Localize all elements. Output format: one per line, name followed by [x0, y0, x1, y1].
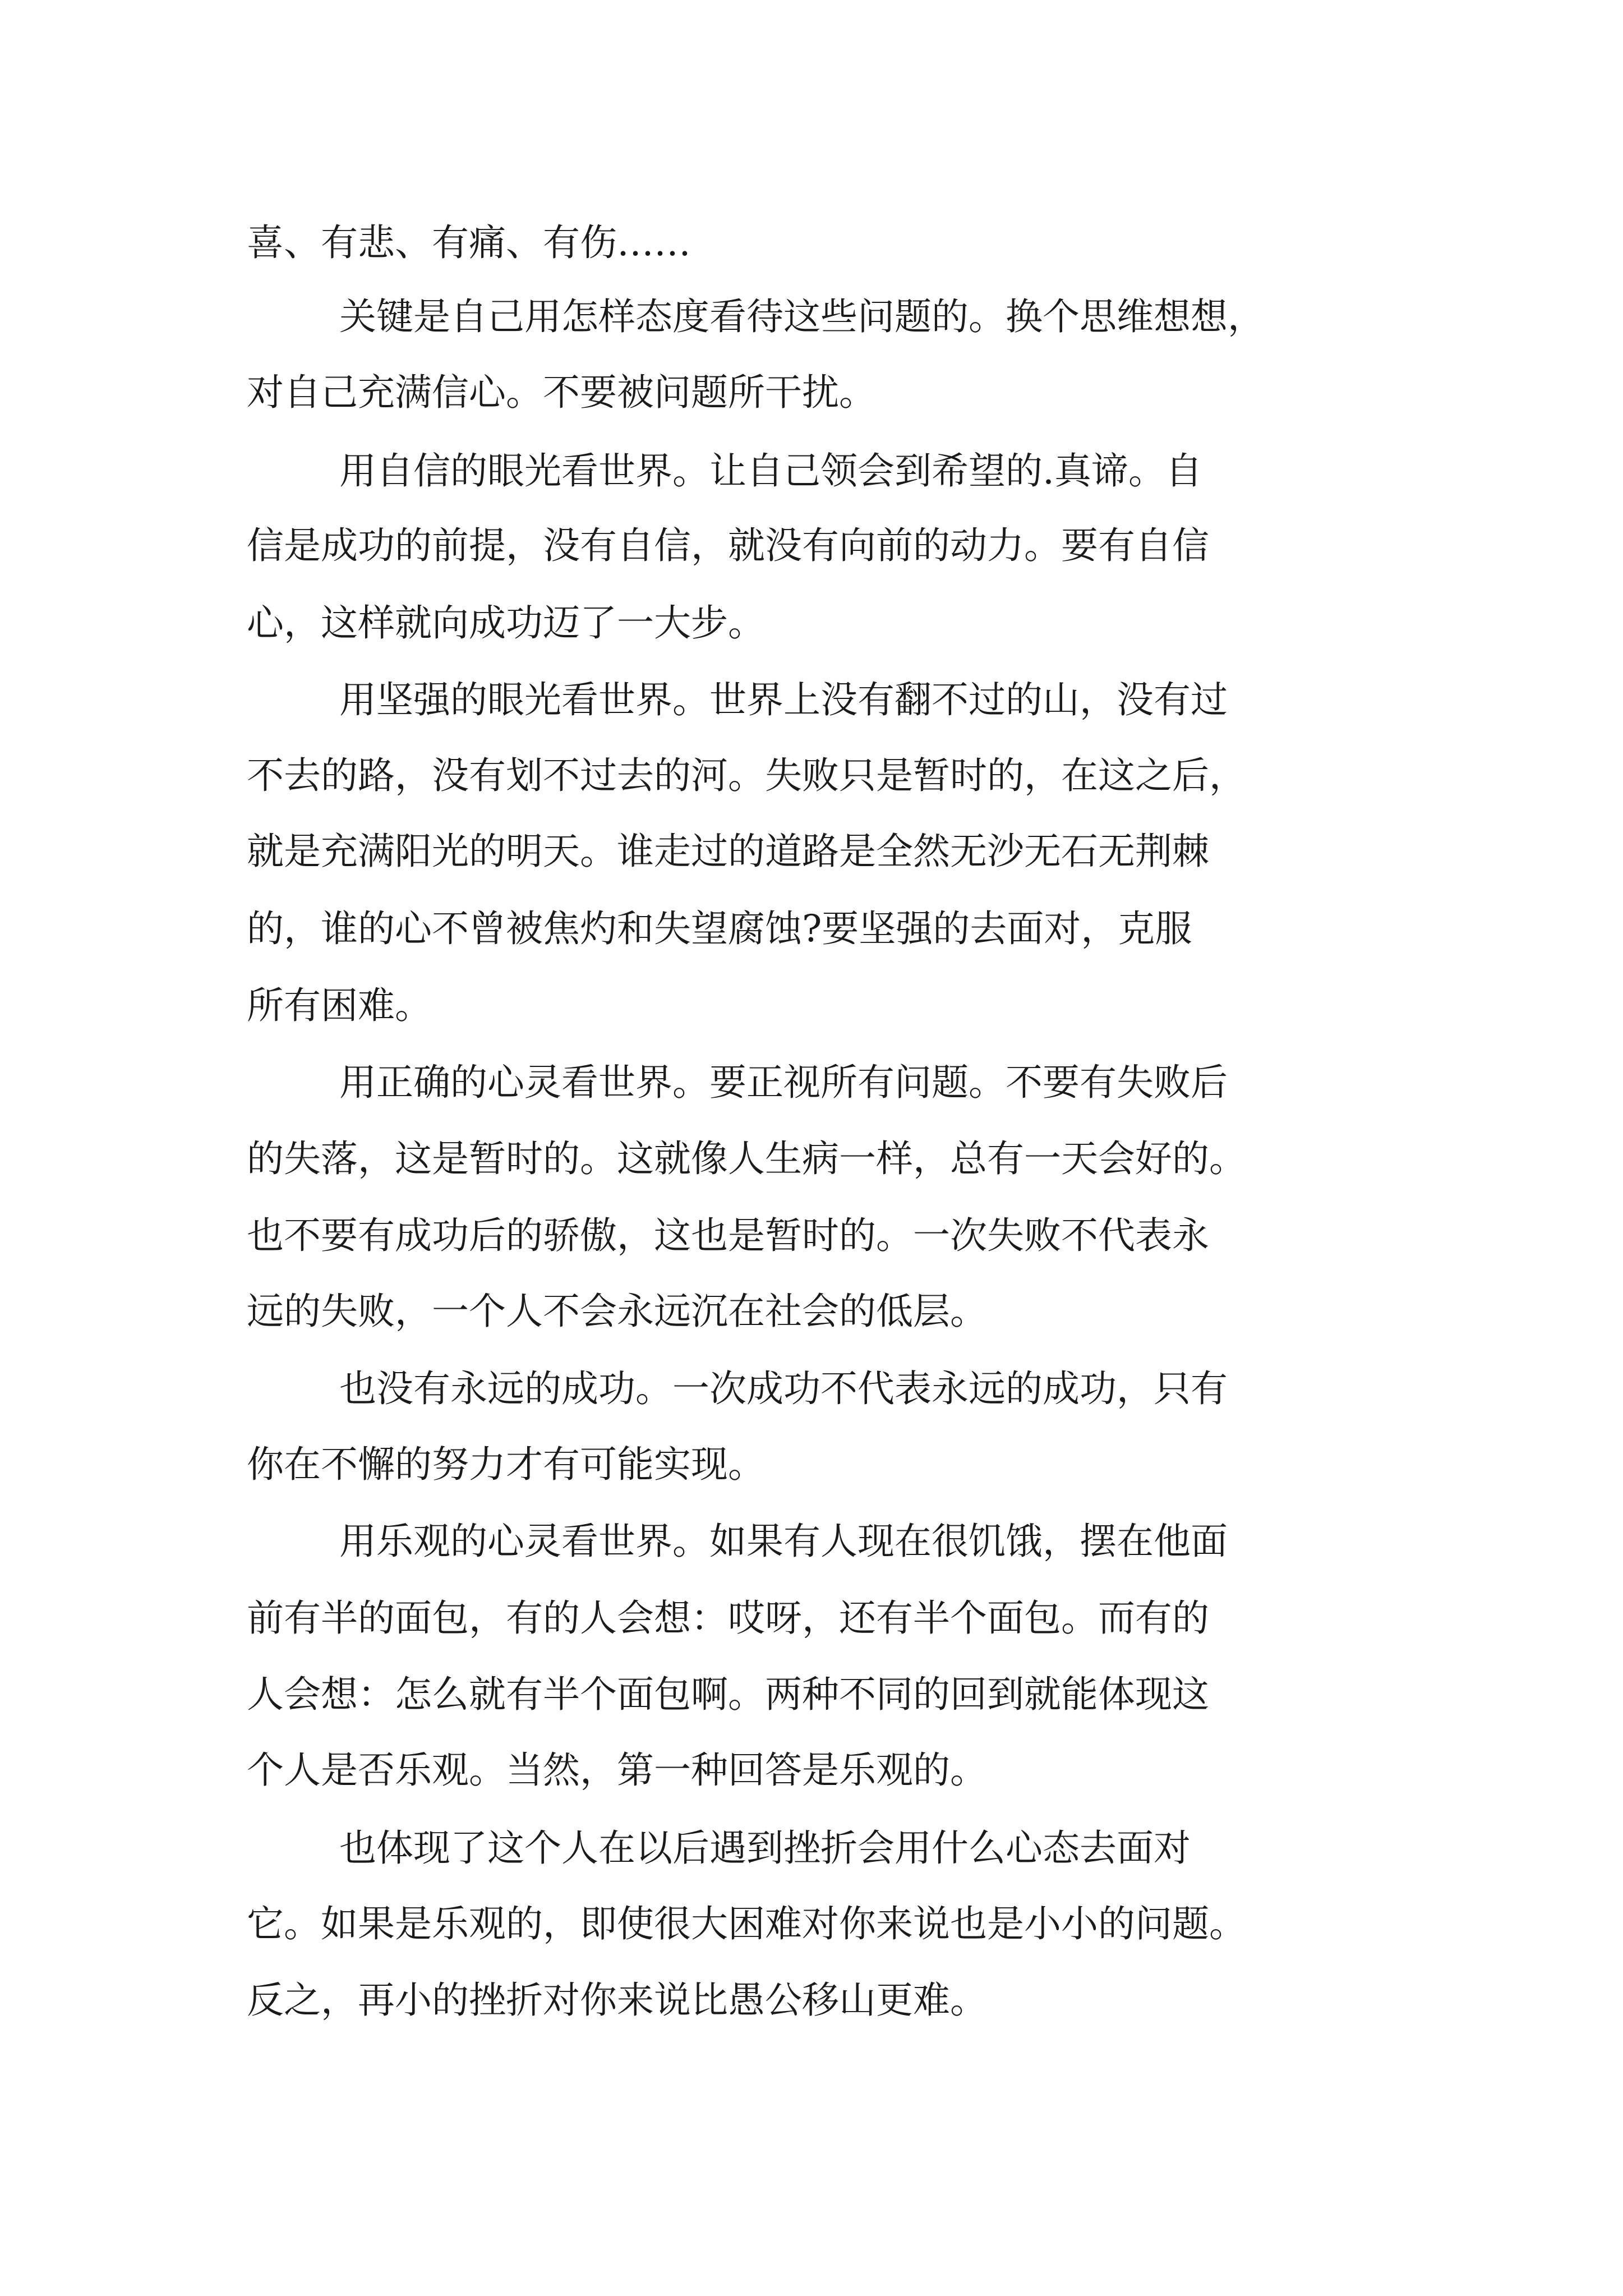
text-line: 用自信的眼光看世界。让自己领会到希望的.真谛。自 [339, 449, 1202, 493]
text-line: 所有困难。 [247, 984, 432, 1027]
text-line: 前有半的面包，有的人会想：哎呀，还有半个面包。而有的 [247, 1596, 1209, 1640]
text-line: 你在不懈的努力才有可能实现。 [247, 1443, 765, 1486]
text-line: 用正确的心灵看世界。要正视所有问题。不要有失败后 [339, 1061, 1228, 1104]
text-line: 人会想：怎么就有半个面包啊。两种不同的回到就能体现这 [247, 1673, 1209, 1716]
text-line: 心，这样就向成功迈了一大步。 [247, 601, 765, 645]
text-line: 对自己充满信心。不要被问题所干扰。 [247, 371, 876, 414]
text-line: 也没有永远的成功。一次成功不代表永远的成功，只有 [339, 1367, 1228, 1410]
text-line: 反之，再小的挫折对你来说比愚公移山更难。 [247, 1978, 987, 2022]
text-line: 也不要有成功后的骄傲，这也是暂时的。一次失败不代表永 [247, 1214, 1209, 1257]
text-line: 就是充满阳光的明天。谁走过的道路是全然无沙无石无荆棘 [247, 830, 1209, 873]
text-line: 它。如果是乐观的，即使很大困难对你来说也是小小的问题。 [247, 1902, 1246, 1945]
text-line: 用乐观的心灵看世界。如果有人现在很饥饿，摆在他面 [339, 1520, 1228, 1563]
text-line: 喜、有悲、有痛、有伤…… [247, 221, 691, 264]
text-line: 信是成功的前提，没有自信，就没有向前的动力。要有自信 [247, 524, 1209, 567]
text-line: 个人是否乐观。当然，第一种回答是乐观的。 [247, 1749, 987, 1792]
text-line: 远的失败，一个人不会永远沉在社会的低层。 [247, 1290, 987, 1333]
text-line: 关键是自己用怎样态度看待这些问题的。换个思维想想， [339, 295, 1265, 338]
text-line: 用坚强的眼光看世界。世界上没有翻不过的山，没有过 [339, 678, 1228, 721]
text-line: 的失落，这是暂时的。这就像人生病一样，总有一天会好的。 [247, 1137, 1246, 1180]
text-line: 不去的路，没有划不过去的河。失败只是暂时的，在这之后， [247, 754, 1246, 797]
text-line: 也体现了这个人在以后遇到挫折会用什么心态去面对 [339, 1826, 1191, 1870]
text-line: 的，谁的心不曾被焦灼和失望腐蚀?要坚强的去面对，克服 [247, 907, 1192, 950]
